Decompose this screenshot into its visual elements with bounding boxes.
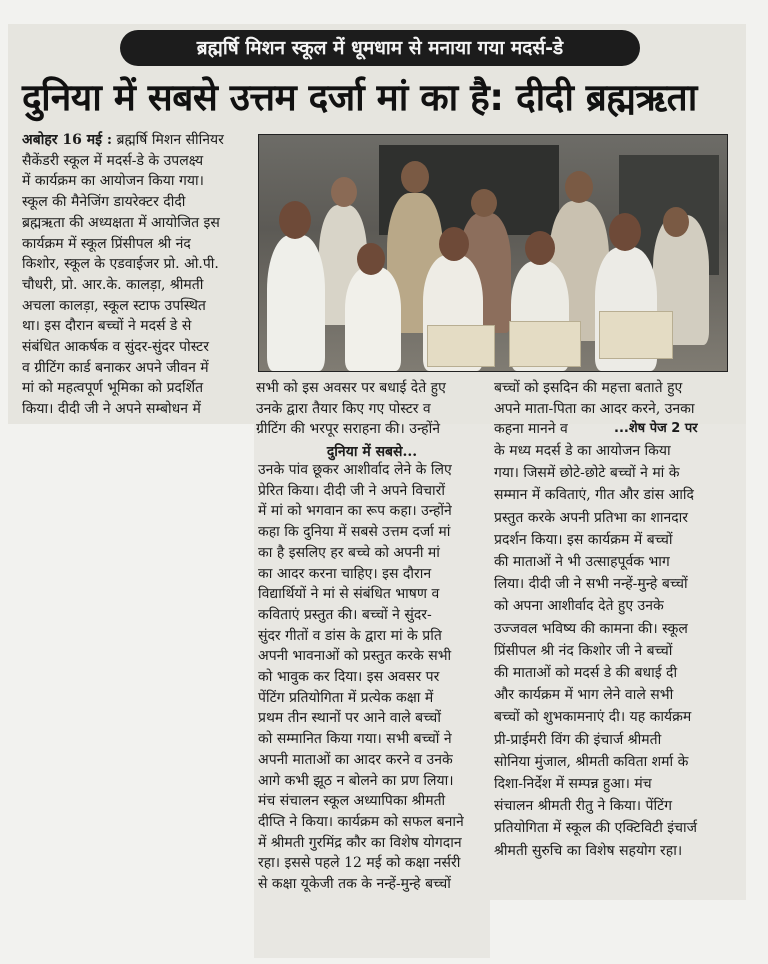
article-text-line: पेंटिंग प्रतियोगिता में प्रत्येक कक्षा में [258, 689, 434, 706]
article-text-line: अपनी भावनाओं को प्रस्तुत करके सभी [258, 648, 452, 665]
article-text-line: को अपना आशीर्वाद देते हुए उनके [494, 598, 664, 615]
article-text-line: उज्जवल भविष्य की कामना की। स्कूल [494, 620, 688, 637]
article-text-line: कार्यक्रम में स्कूल प्रिंसीपल श्री नंद [22, 235, 191, 252]
article-text-line: प्रस्तुत करके अपनी प्रतिभा का शानदार [494, 509, 689, 526]
article-text-line: को सम्मानित किया गया। सभी बच्चों ने [258, 731, 452, 748]
article-text-line: विद्यार्थियों ने मां से संबंधित भाषण व [258, 586, 440, 603]
article-text-line: दीप्ति ने किया। कार्यक्रम को सफल बनाने [258, 813, 464, 830]
article-text-line: में मां को भगवान का रूप कहा। उन्होंने [258, 503, 452, 520]
article-continuation-left [258, 460, 486, 895]
dateline: अबोहर 16 मई : [22, 132, 112, 148]
article-text-line: ब्रह्मऋता की अध्यक्षता में आयोजित इस [22, 214, 220, 231]
article-text-line: से कक्षा यूकेजी तक के नन्हें-मुन्हे बच्चों [258, 876, 451, 893]
article-text-line: श्रीमती सुरुचि का विशेष सहयोग रहा। [494, 842, 683, 859]
article-text-line: मंच संचालन स्कूल अध्यापिका श्रीमती [258, 793, 446, 810]
article-continuation-right [494, 440, 738, 862]
article-text-line: कहा कि दुनिया में सबसे उत्तम दर्जा मां [258, 524, 451, 541]
article-text-line: दिशा-निर्देश में सम्पन्न हुआ। मंच [494, 776, 652, 793]
article-text-line: में कार्यक्रम का आयोजन किया गया। [22, 173, 204, 190]
article-text-line: सभी को इस अवसर पर बधाई देते हुए [256, 380, 446, 396]
article-text-line: आगे कभी झूठ न बोलने का प्रण लिया। [258, 772, 454, 789]
article-text-line: की माताओं ने भी उत्साहपूर्वक भाग [494, 554, 670, 571]
article-text-line: था। इस दौरान बच्चों ने मदर्स डे से [22, 318, 192, 335]
kicker-banner: ब्रह्मर्षि मिशन स्कूल में धूमधाम से मनाया गया मदर्स-डे [120, 30, 640, 66]
article-text-line: कहना मानने व [494, 421, 568, 438]
article-text-line: संचालन श्रीमती रीतु ने किया। पेंटिंग [494, 798, 673, 815]
article-text-line: गया। जिसमें छोटे-छोटे बच्चों ने मां के [494, 465, 680, 482]
article-text-line: प्री-प्राईमरी विंग की इंचार्ज श्रीमती [494, 731, 662, 748]
article-column-2-top [256, 378, 488, 440]
jump-headline: दुनिया में सबसे... [326, 444, 418, 460]
article-text-line: चौधरी, प्रो. आर.के. कालड़ा, श्रीमती [22, 276, 204, 293]
article-text-line: अपने माता-पिता का आदर करने, उनका [494, 400, 695, 417]
article-text-line: स्कूल की मैनेजिंग डायरेक्टर दीदी [22, 194, 186, 211]
group-photo [258, 134, 728, 372]
article-text-line: अचला कालड़ा, स्कूल स्टाफ उपस्थित [22, 297, 206, 314]
article-text-line: व ग्रीटिंग कार्ड बनाकर अपने जीवन में [22, 359, 209, 376]
article-text-line: की माताओं को मदर्स डे की बधाई दी [494, 665, 678, 682]
headline: दुनिया में सबसे उत्तम दर्जा मां का है: दीदी ब्रह्मऋता [22, 76, 697, 119]
article-text-line: का है इसलिए हर बच्चे को अपनी मां [258, 544, 440, 561]
article-text-line: लिया। दीदी जी ने सभी नन्हें-मुन्हे बच्चों [494, 576, 688, 593]
article-text-line: प्रदर्शन किया। इस कार्यक्रम में बच्चों [494, 531, 673, 548]
article-text-line: अपनी माताओं का आदर करने व उनके [258, 751, 453, 768]
article-text-line: के मध्य मदर्स डे का आयोजन किया [494, 443, 671, 459]
article-text-line: को भावुक कर दिया। इस अवसर पर [258, 669, 440, 686]
article-text-line: प्रतियोगिता में स्कूल की एक्टिविटी इंचार्ज [494, 820, 698, 837]
article-column-1 [22, 130, 254, 420]
article-text-line: किया। दीदी जी ने अपने सम्बोधन में [22, 401, 201, 418]
article-text-line: रहा। इससे पहले 12 मई को कक्षा नर्सरी [258, 855, 461, 872]
article-text-line: अबोहर 16 मई : ब्रह्मर्षि मिशन सीनियर [22, 132, 224, 148]
article-text-line: प्रेरित किया। दीदी जी ने अपने विचारों [258, 482, 446, 499]
article-text-line: में श्रीमती गुरमिंद्र कौर का विशेष योगदान [258, 834, 462, 851]
article-text-line: प्रथम तीन स्थानों पर आने वाले बच्चों [258, 710, 441, 727]
article-text-line: प्रिंसीपल श्री नंद किशोर जी ने बच्चों [494, 642, 673, 659]
article-text-line: सुंदर गीतों व डांस के द्वारा मां के प्रति [258, 627, 442, 644]
article-text-line: उनके पांव छूकर आशीर्वाद लेने के लिए [258, 462, 452, 478]
article-text-line: सम्मान में कविताएं, गीत और डांस आदि [494, 487, 694, 504]
article-text-line: संबंधित आकर्षक व सुंदर-सुंदर पोस्टर [22, 339, 209, 356]
article-text-line: सोनिया मुंजाल, श्रीमती कविता शर्मा के [494, 753, 689, 770]
page-reference: ...शेष पेज 2 पर [614, 421, 698, 436]
article-text-line: किशोर, स्कूल के एडवाईजर प्रो. ओ.पी. [22, 256, 219, 273]
article-text-line: मां को महत्वपूर्ण भूमिका को प्रदर्शित [22, 380, 204, 397]
article-text-line: ग्रीटिंग की भरपूर सराहना की। उन्होंने [256, 421, 440, 438]
article-text-line: और कार्यक्रम में भाग लेने वाले सभी [494, 687, 674, 704]
article-text-line: बच्चों को शुभकामनाएं दी। यह कार्यक्रम [494, 709, 692, 726]
article-text-line: का आदर करना चाहिए। इस दौरान [258, 565, 432, 582]
article-text-line: कविताएं प्रस्तुत की। बच्चों ने सुंदर- [258, 606, 432, 623]
article-text-line: बच्चों को इसदिन की महत्ता बताते हुए [494, 380, 683, 396]
article-text-line: सैकेंडरी स्कूल में मदर्स-डे के उपलक्ष्य [22, 152, 204, 169]
article-text-line: उनके द्वारा तैयार किए गए पोस्टर व [256, 400, 431, 417]
